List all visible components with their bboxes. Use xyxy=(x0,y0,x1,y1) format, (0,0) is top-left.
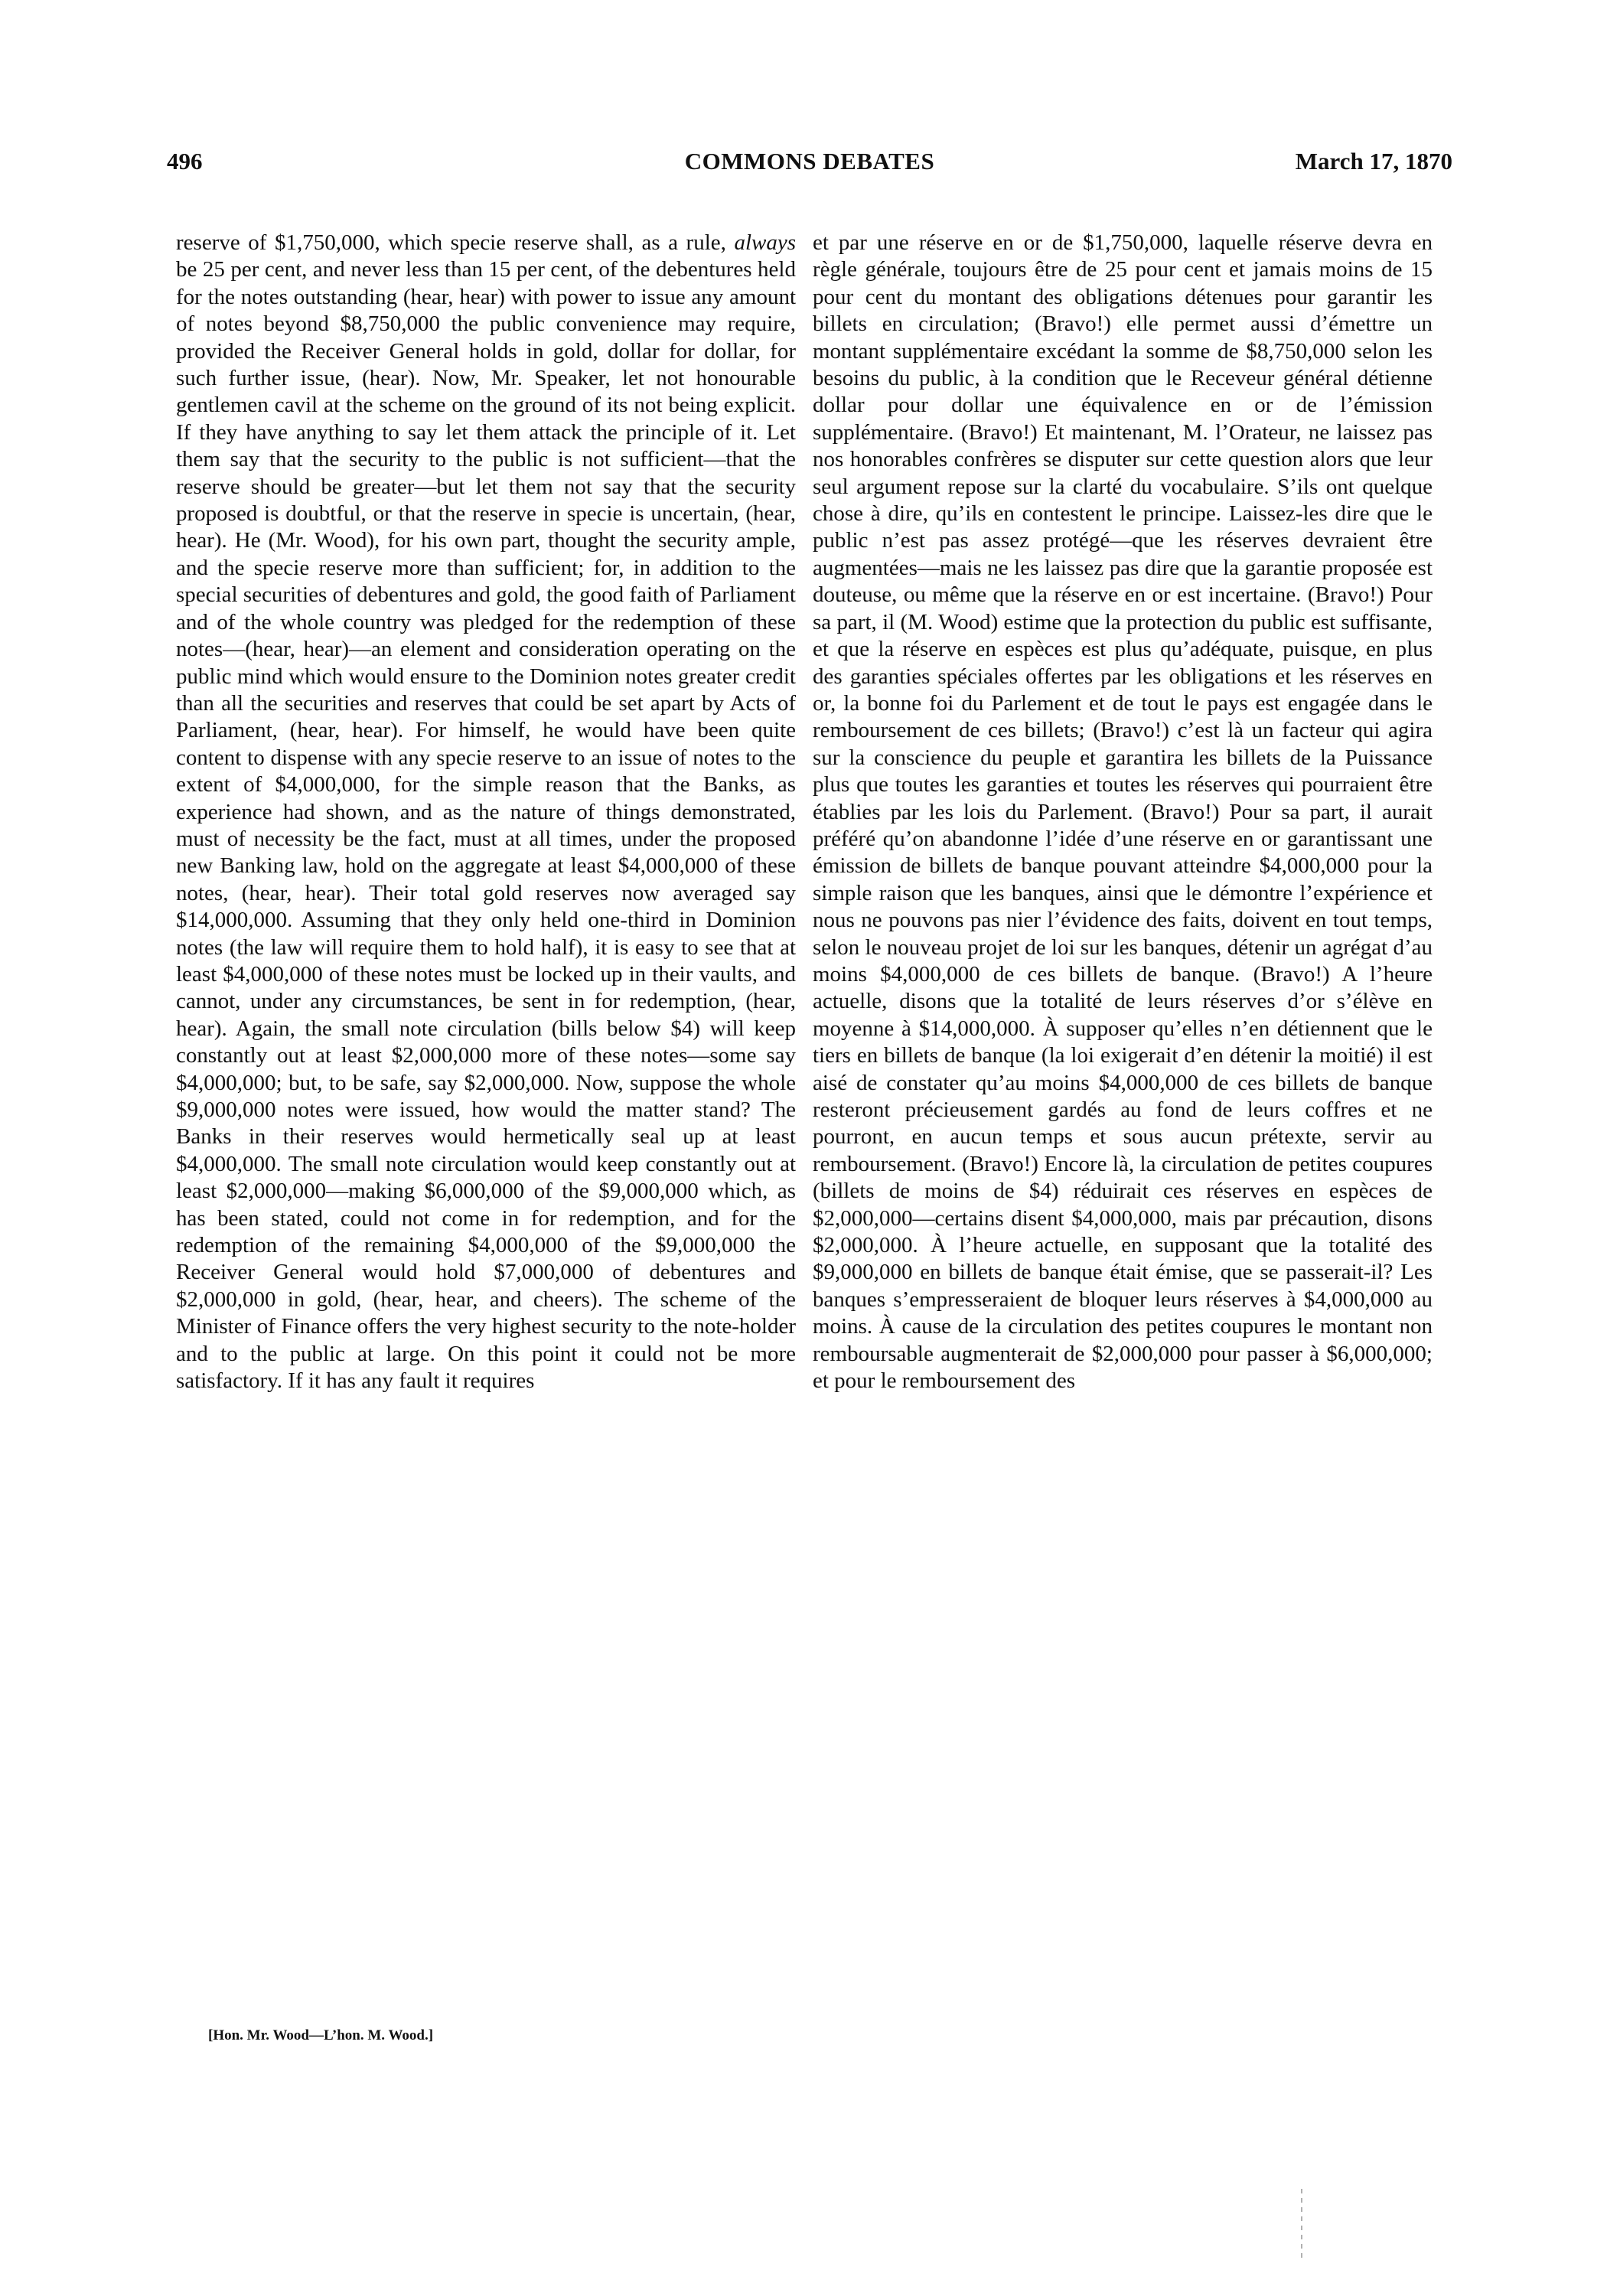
scan-artifact xyxy=(1301,2189,1302,2258)
running-head xyxy=(167,148,1452,186)
speaker-footnote: [Hon. Mr. Wood—L’hon. M. Wood.] xyxy=(208,2027,434,2043)
french-paragraph: et par une réserve en or de $1,750,000, laquelle réserve devra en règle générale, toujours être de 25 pour cent et jamais moins de 15 pour cent du montant des obligations détenues pour garantir les billets en circulation; (Bravo!) elle permet aussi d’émettre un montant supplémentaire excédant la somme de $8,750,000 selon les besoins du public, à la condition que le Receveur général détienne dollar pour dollar une équivalence en or de l’émission supplémentaire. (Bravo!) Et maintenant, M. l’Orateur, ne laissez pas nos honorables confrères se disputer sur cette question alors que leur seul argument repose sur la clarté du vocabulaire. S’ils ont quelque chose à dire, qu’ils en contestent le principe. Laissez-les dire que le public n’est pas assez protégé—que les réserves devraient être augmentées—mais ne les laissez pas dire que la garantie proposée est douteuse, ou même que la réserve en or est incertaine. (Bravo!) Pour sa part, il (M. Wood) estime que la protection du public est suffisante, et que la réserve en espèces est plus qu’adéquate, puisque, en plus des garanties spéciales offertes par les obligations et les réserves en or, la bonne foi du Parlement et de tout le pays est engagée dans le remboursement de ces billets; (Bravo!) c’est là un facteur qui agira sur la conscience du peuple et garantira les billets de la Puissance plus que toutes les garanties et toutes les réserves qui pourraient être établies par les lois du Parlement. (Bravo!) Pour sa part, il aurait préféré qu’on abandonne l’idée d’une réserve en or garantissant une émission de billets de banque pouvant atteindre $4,000,000 pour la simple raison que les banques, ainsi que le démontre l’expérience et nous ne pouvons pas nier l’évidence des faits, doivent en tout temps, selon le nouveau projet de loi sur les banques, détenir un agrégat d’au moins $4,000,000 de ces billets de banque. (Bravo!) A l’heure actuelle, disons que la totalité de leurs réserves d’or s’élève en moyenne à $14,000,000. À supposer qu’elles n’en détiennent que le tiers en billets de banque (la loi exigerait d’en détenir la moitié) il est aisé de constater qu’au moins $4,000,000 de ces billets de banque resteront précieusement gardés au fond de leurs coffres et ne pourront, en aucun temps et sous aucun prétexte, servir au remboursement. (Bravo!) Encore là, la circulation de petites coupures (billets de moins de $4) réduirait ces réserves en espèces de $2,000,000—certains disent $4,000,000, mais par précaution, disons $2,000,000. À l’heure actuelle, en supposant que la totalité des $9,000,000 en billets de banque était émise, que se passerait-il? Les banques s’empresseraient de bloquer leurs réserves à $4,000,000 au moins. À cause de la circulation des petites coupures le montant non remboursable augmenterait de $2,000,000 pour passer à $6,000,000; et pour le remboursement des xyxy=(813,230,1433,1394)
journal-title: COMMONS DEBATES xyxy=(684,148,935,174)
english-text-part-1: reserve of $1,750,000, which specie reserve shall, as a rule, xyxy=(176,230,735,255)
issue-date: March 17, 1870 xyxy=(1295,148,1452,174)
french-column xyxy=(813,230,1433,1394)
english-paragraph xyxy=(176,230,796,1394)
english-column xyxy=(176,230,796,1394)
english-emphasis: always xyxy=(734,230,796,255)
page-number: 496 xyxy=(167,148,203,174)
english-text-part-2: be 25 per cent, and never less than 15 per cent, of the debentures held for the notes outstanding (hear, hear) with power to issue any amount of notes beyond $8,750,000 the public convenience may require, provided the Receiver General holds in gold, dollar for dollar, for such further issue, (hear). Now, Mr. Speaker, let not honourable gentlemen cavil at the scheme on the ground of its not being explicit. If they have anything to say let them attack the principle of it. Let them say that the security to the public is not sufficient—that the reserve should be greater—but let them not say that the security proposed is doubtful, or that the reserve in specie is uncertain, (hear, hear). He (Mr. Wood), for his own part, thought the security ample, and the specie reserve more than sufficient; for, in addition to the special securities of debentures and gold, the good faith of Parliament and of the whole country was pledged for the redemption of these notes—(hear, hear)—an element and consideration operating on the public mind which would ensure to the Dominion notes greater credit than all the securities and reserves that could be set apart by Acts of Parliament, (hear, hear). For himself, he would have been quite content to dispense with any specie reserve to an issue of notes to the extent of $4,000,000, for the simple reason that the Banks, as experience had shown, and as the nature of things demonstrated, must of necessity be the fact, must at all times, under the proposed new Banking law, hold on the aggregate at least $4,000,000 of these notes, (hear, hear). Their total gold reserves now averaged say $14,000,000. Assuming that they only held one-third in Dominion notes (the law will require them to hold half), it is easy to see that at least $4,000,000 of these notes must be locked up in their vaults, and cannot, under any circumstances, be sent in for redemption, (hear, hear). Again, the small note circulation (bills below $4) will keep constantly out at least $2,000,000 more of these notes—some say $4,000,000; but, to be safe, say $2,000,000. Now, suppose the whole $9,000,000 notes were issued, how would the matter stand? The Banks in their reserves would hermetically seal up at least $4,000,000. The small note circulation would keep constantly out at least $2,000,000—making $6,000,000 of the $9,000,000 which, as has been stated, could not come in for redemption, and for the redemption of the remaining $4,000,000 of the $9,000,000 the Receiver General would hold $7,000,000 of debentures and $2,000,000 in gold, (hear, hear, and cheers). The scheme of the Minister of Finance offers the very highest security to the note-holder and to the public at large. On this point it could not be more satisfactory. If it has any fault it requires xyxy=(176,257,796,1394)
